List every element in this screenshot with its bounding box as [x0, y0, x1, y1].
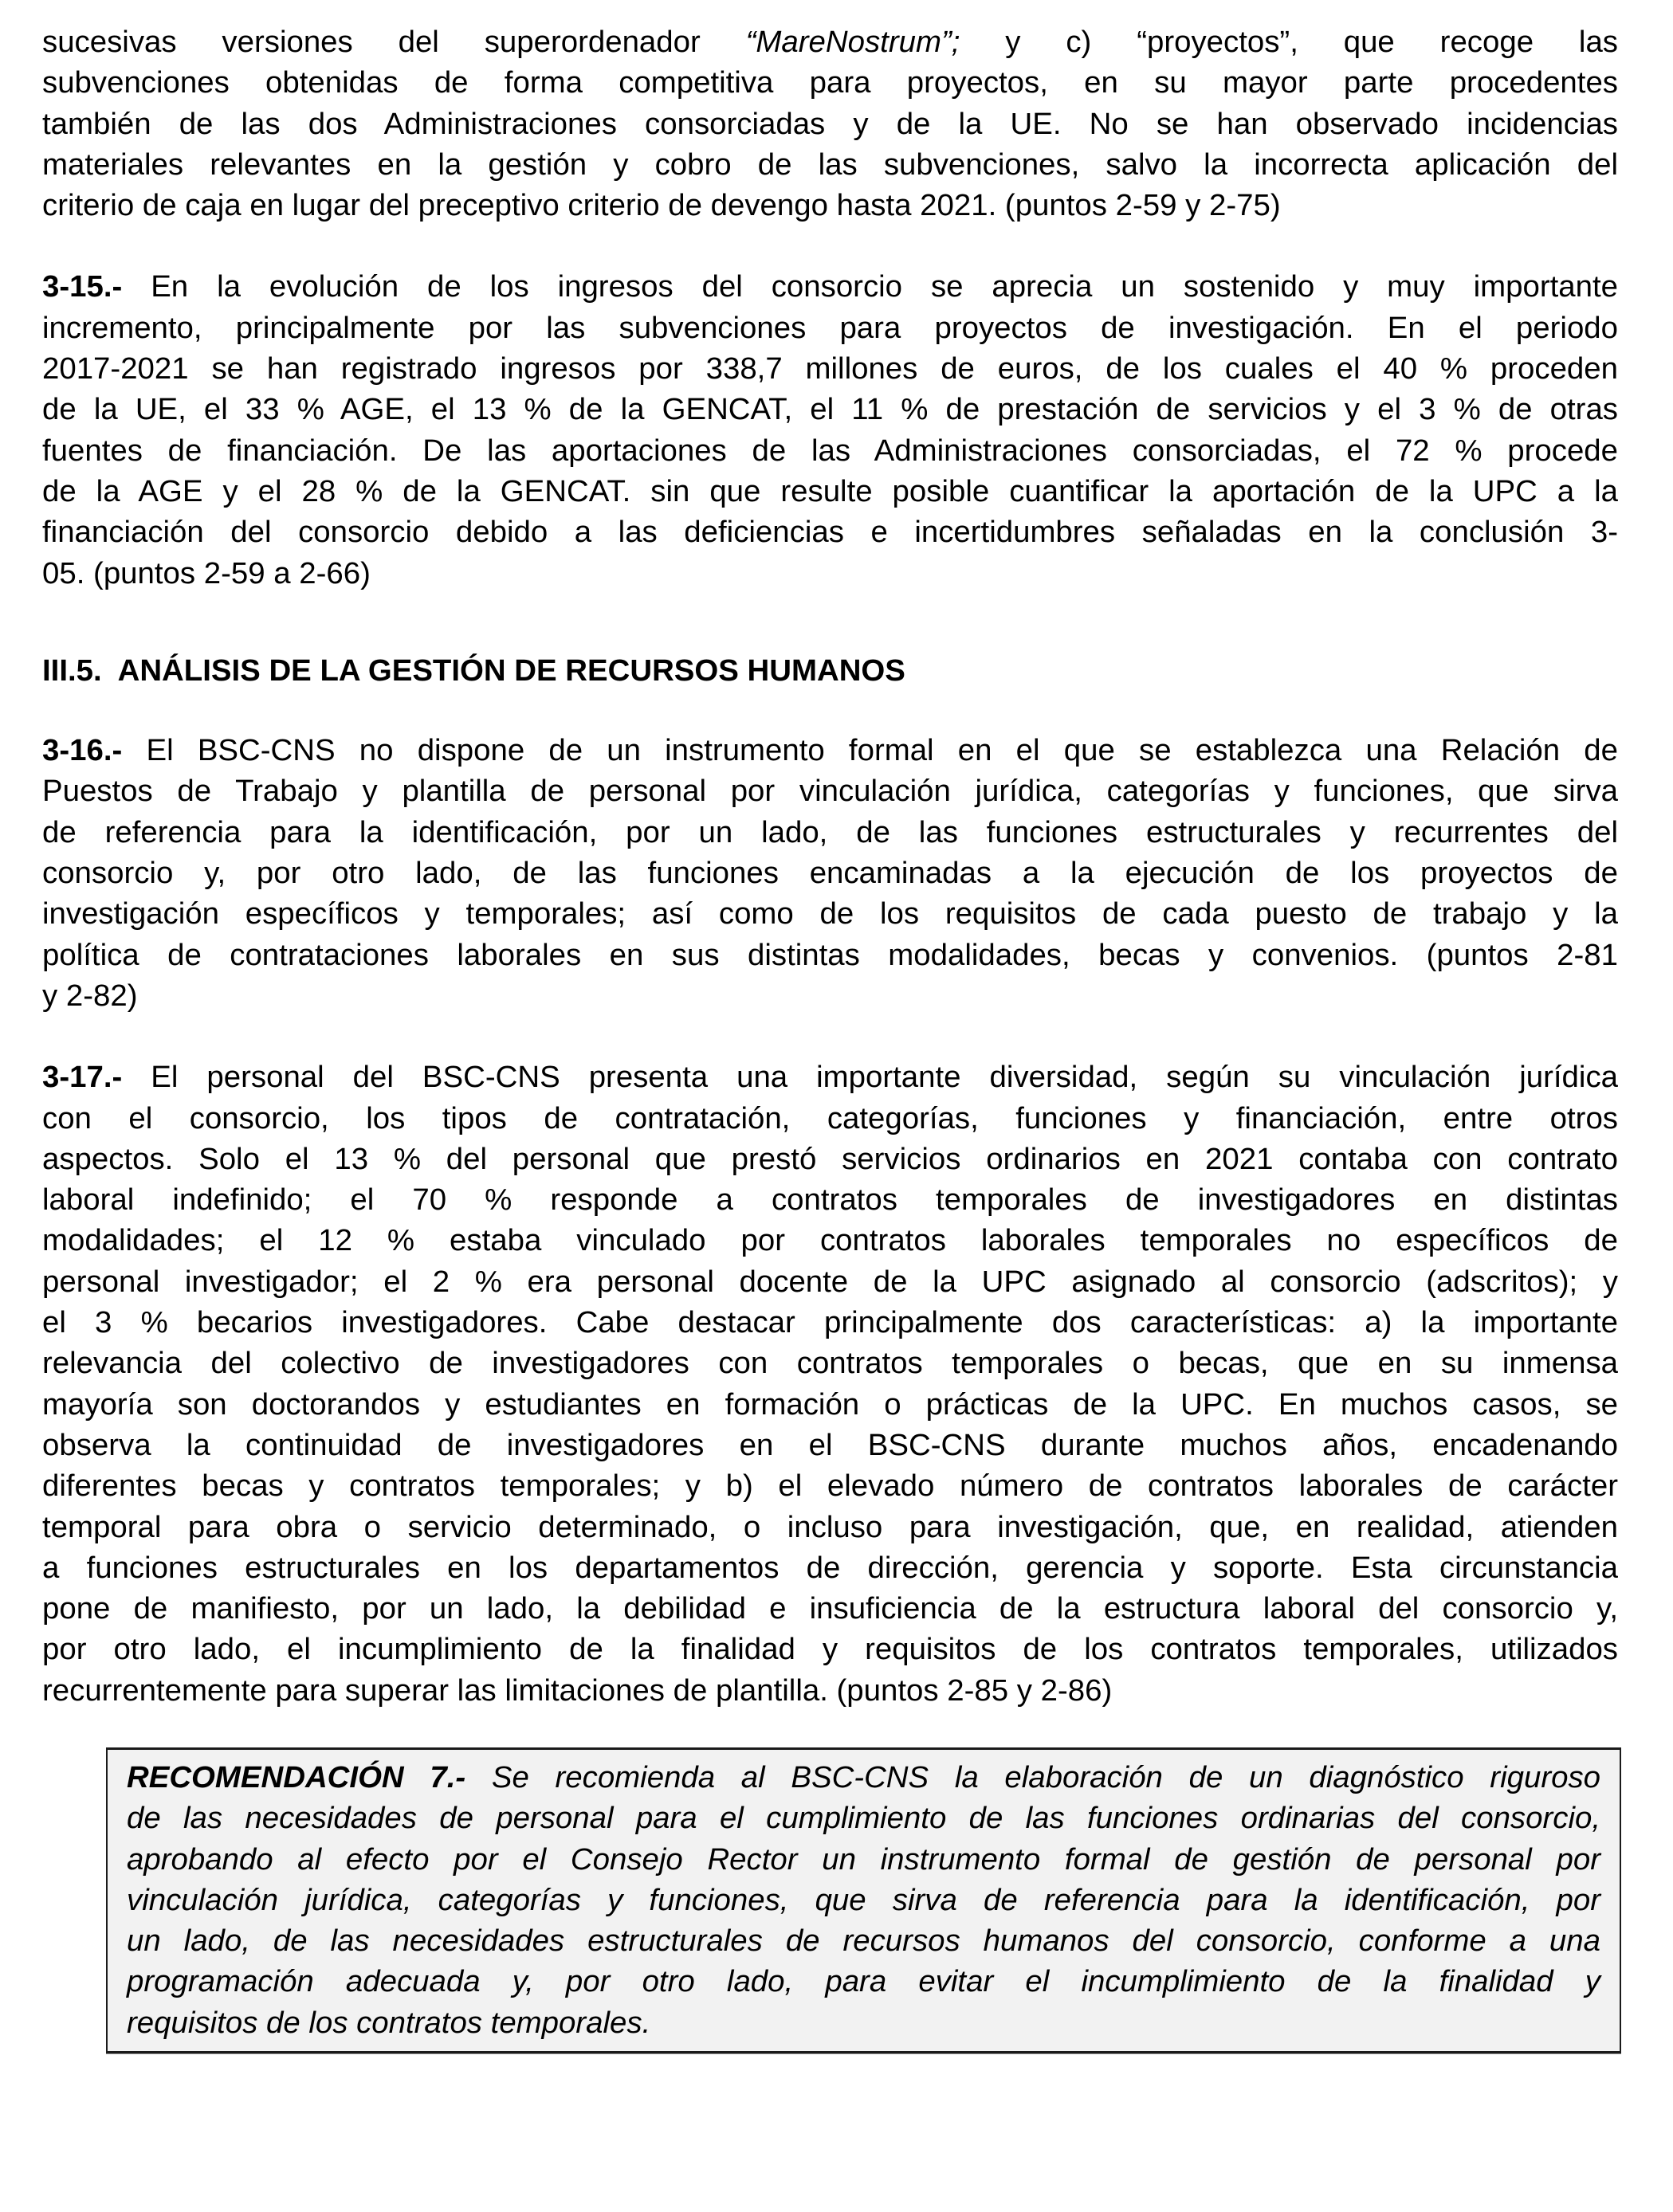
text-segment: de referencia para la identificación, por un lado, de las funciones estructurales y recurrentes del: [42, 814, 1618, 849]
text-segment: criterio de caja en lugar del preceptivo criterio de devengo hasta 2021. (puntos 2-59 y 2-75): [42, 188, 1281, 223]
text-line: [42, 853, 1618, 893]
text-line: [42, 1302, 1618, 1343]
text-line: [42, 389, 1618, 429]
text-line: [42, 812, 1618, 853]
text-line: [42, 1384, 1618, 1425]
text-segment: El BSC-CNS no dispone de un instrumento formal en el que se establezca una Relación de: [122, 733, 1618, 768]
text-line: [127, 1880, 1600, 1920]
text-segment: un lado, de las necesidades estructurales de recursos humanos del consorcio, conforme a una: [127, 1924, 1600, 1959]
text-line: [42, 471, 1618, 512]
recommendation-text: [127, 1757, 1600, 2043]
text-line: [42, 975, 1618, 1016]
text-segment: de las necesidades de personal para el cumplimiento de las funciones ordinarias del consorcio,: [127, 1801, 1600, 1836]
text-line: [42, 1547, 1618, 1588]
text-line: [127, 1961, 1600, 2002]
text-line: [42, 893, 1618, 934]
text-segment: recurrentemente para superar las limitaciones de plantilla. (puntos 2-85 y 2-86): [42, 1673, 1113, 1708]
text-line: [42, 1098, 1618, 1139]
section-heading-title: ANÁLISIS DE LA GESTIÓN DE RECURSOS HUMANOS: [117, 653, 905, 688]
section-paragraphs: [42, 730, 1618, 1711]
text-line: [127, 1839, 1600, 1880]
text-line: [42, 771, 1618, 811]
text-line: [42, 62, 1618, 103]
text-segment: y c) “proyectos”, que recoge las: [960, 25, 1618, 59]
text-segment: aspectos. Solo el 13 % del personal que prestó servicios ordinarios en 2021 contaba con contrato: [42, 1141, 1618, 1176]
text-segment: subvenciones obtenidas de forma competitiva para proyectos, en su mayor parte procedentes: [42, 65, 1618, 100]
text-segment: programación adecuada y, por otro lado, para evitar el incumplimiento de la finalidad y: [127, 1964, 1600, 1999]
text-line: [42, 1057, 1618, 1097]
text-segment: vinculación jurídica, categorías y funciones, que sirva de referencia para la identificación, por: [127, 1882, 1600, 1917]
text-segment: investigación específicos y temporales; así como de los requisitos de cada puesto de trabajo y la: [42, 896, 1618, 931]
paragraph-label: 3-15.-: [42, 269, 123, 304]
text-segment: diferentes becas y contratos temporales; y b) el elevado número de contratos laborales de carácter: [42, 1469, 1618, 1504]
text-segment: aprobando al efecto por el Consejo Rector un instrumento formal de gestión de personal por: [127, 1841, 1600, 1877]
paragraph-conclusion-3-17: [42, 1057, 1618, 1711]
text-line: [42, 1179, 1618, 1220]
paragraph-label: 3-17.-: [42, 1060, 123, 1095]
text-segment: fuentes de financiación. De las aportaciones de las Administraciones consorciadas, el 72 % procede: [42, 433, 1618, 468]
text-line: [42, 1425, 1618, 1465]
document-page: [42, 22, 1618, 1711]
text-segment: de la AGE y el 28 % de la GENCAT. sin que resulte posible cuantificar la aportación de la UPC a la: [42, 473, 1618, 508]
text-line: [127, 1798, 1600, 1838]
text-segment: por otro lado, el incumplimiento de la finalidad y requisitos de los contratos temporales, utilizados: [42, 1632, 1618, 1667]
text-segment: a funciones estructurales en los departamentos de dirección, gerencia y soporte. Esta circunstancia: [42, 1550, 1618, 1585]
text-line: [127, 1920, 1600, 1961]
text-segment: el 3 % becarios investigadores. Cabe destacar principalmente dos características: a) la importante: [42, 1305, 1618, 1340]
text-line: [42, 1629, 1618, 1669]
text-line: [42, 553, 1618, 594]
text-segment: de la UE, el 33 % AGE, el 13 % de la GENCAT, el 11 % de prestación de servicios y el 3 % de otras: [42, 392, 1618, 427]
text-segment: personal investigador; el 2 % era personal docente de la UPC asignado al consorcio (adscritos); y: [42, 1264, 1618, 1299]
recommendation-box: [106, 1747, 1621, 2053]
text-segment: Se recomienda al BSC-CNS la elaboración de un diagnóstico riguroso: [465, 1760, 1600, 1794]
text-segment: también de las dos Administraciones consorciadas y de la UE. No se han observado incidencias: [42, 106, 1618, 141]
text-segment: con el consorcio, los tipos de contratación, categorías, funciones y financiación, entre otros: [42, 1100, 1618, 1135]
text-segment: materiales relevantes en la gestión y cobro de las subvenciones, salvo la incorrecta aplicación del: [42, 147, 1618, 182]
text-segment: relevancia del colectivo de investigadores con contratos temporales o becas, que en su inmensa: [42, 1346, 1618, 1381]
text-line: [127, 1757, 1600, 1798]
text-segment: y 2-82): [42, 978, 138, 1013]
text-segment: 05. (puntos 2-59 a 2-66): [42, 555, 371, 590]
text-line: [42, 104, 1618, 144]
text-segment: En la evolución de los ingresos del consorcio se aprecia un sostenido y muy importante: [122, 269, 1618, 304]
paragraph-intro-continuation: [42, 22, 1618, 226]
text-segment: El personal del BSC-CNS presenta una importante diversidad, según su vinculación jurídica: [122, 1060, 1618, 1095]
text-segment: sucesivas versiones del superordenador: [42, 25, 746, 59]
text-line: [42, 1261, 1618, 1302]
text-line: [42, 430, 1618, 471]
section-heading-number: III.5.: [42, 653, 102, 688]
text-segment: observa la continuidad de investigadores en el BSC-CNS durante muchos años, encadenando: [42, 1427, 1618, 1462]
text-line: [127, 2002, 1600, 2043]
intro-paragraphs: [42, 22, 1618, 594]
text-segment: consorcio y, por otro lado, de las funciones encaminadas a la ejecución de los proyectos de: [42, 856, 1618, 891]
text-segment: modalidades; el 12 % estaba vinculado por contratos laborales temporales no específicos de: [42, 1223, 1618, 1258]
paragraph-label: RECOMENDACIÓN 7.-: [127, 1760, 466, 1794]
text-segment: incremento, principalmente por las subvenciones para proyectos de investigación. En el periodo: [42, 310, 1618, 345]
paragraph-conclusion-3-16: [42, 730, 1618, 1016]
text-segment: mayoría son doctorandos y estudiantes en formación o prácticas de la UPC. En muchos casos, se: [42, 1386, 1618, 1422]
text-line: [42, 185, 1618, 226]
text-segment: laboral indefinido; el 70 % responde a contratos temporales de investigadores en distintas: [42, 1182, 1618, 1218]
section-heading: [42, 650, 1618, 691]
text-segment: financiación del consorcio debido a las deficiencias e incertidumbres señaladas en la conclusión 3-: [42, 515, 1618, 550]
text-line: [42, 730, 1618, 771]
text-line: [42, 1465, 1618, 1506]
text-line: [42, 266, 1618, 307]
text-line: [42, 1507, 1618, 1547]
text-line: [42, 1670, 1618, 1711]
text-line: [42, 22, 1618, 62]
text-segment: política de contrataciones laborales en sus distintas modalidades, becas y convenios. (puntos 2-81: [42, 937, 1618, 972]
text-line: [42, 1588, 1618, 1629]
text-line: [42, 512, 1618, 552]
text-line: [42, 1343, 1618, 1383]
text-segment: Puestos de Trabajo y plantilla de personal por vinculación jurídica, categorías y funciones, que sirva: [42, 774, 1618, 809]
text-segment: temporal para obra o servicio determinado, o incluso para investigación, que, en realidad, atienden: [42, 1509, 1618, 1544]
text-line: [42, 1220, 1618, 1261]
text-segment: requisitos de los contratos temporales.: [127, 2005, 651, 2040]
paragraph-conclusion-3-15: [42, 266, 1618, 593]
text-line: [42, 308, 1618, 348]
text-line: [42, 144, 1618, 185]
text-line: [42, 1139, 1618, 1179]
text-segment: 2017-2021 se han registrado ingresos por 338,7 millones de euros, de los cuales el 40 % proceden: [42, 351, 1618, 386]
text-segment: “MareNostrum”;: [745, 25, 960, 59]
text-line: [42, 348, 1618, 389]
text-line: [42, 935, 1618, 975]
paragraph-label: 3-16.-: [42, 733, 123, 768]
text-segment: pone de manifiesto, por un lado, la debilidad e insuficiencia de la estructura laboral del consorcio y,: [42, 1591, 1618, 1626]
